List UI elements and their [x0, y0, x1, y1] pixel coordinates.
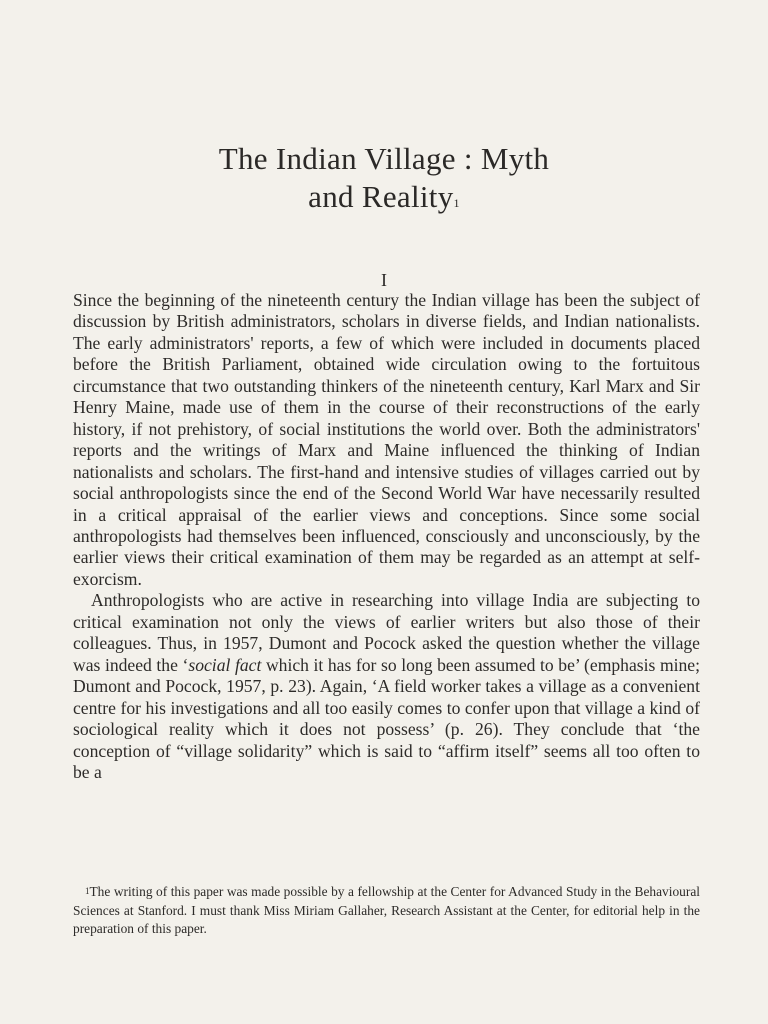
footnote-paragraph [73, 883, 700, 939]
paragraph-2-part-2: which it has for so long been assumed to be’ (emphasis mine; Dumont and Pocock, 1957, p. 23). Again, ‘A field worker takes a village as a convenient centre for his investigations and all too easily comes to confer upon that village a kind of sociological reality which it does not possess’ (p. 26). They conclude that ‘the conception of “village solidarity” which is said to “affirm itself” seems all too often to be a [73, 654, 701, 782]
title-footnote-mark: 1 [453, 196, 460, 210]
footnote-text: The writing of this paper was made possible by a fellowship at the Center for Advanced Study in the Behavioural Sciences at Stanford. I must thank Miss Miriam Gallaher, Research Assistant at the Center, for editorial help in the preparation of this paper. [73, 884, 700, 936]
paragraph-2 [73, 590, 700, 783]
paragraph-2-emphasis: social fact [188, 654, 262, 675]
page-title [0, 140, 768, 216]
body-text [73, 290, 700, 783]
section-number: I [381, 270, 387, 290]
paragraph-1: Since the beginning of the nineteenth century the Indian village has been the subject of discussion by British administrators, scholars in diverse fields, and Indian nationalists. The early administrators' reports, a few of which were included in documents placed before the British Parliament, obtained wide circulation owing to the fortuitous circumstance that two outstanding thinkers of the nineteenth century, Karl Marx and Sir Henry Maine, made use of them in the course of their reconstructions of the early history, if not prehistory, of social institutions the world over. Both the administrators' reports and the writings of Marx and Maine influenced the thinking of Indian nationalists and scholars. The first-hand and intensive studies of villages carried out by social anthropologists since the end of the Second World War have necessarily resulted in a critical appraisal of the earlier views and conceptions. Since some social anthropologists had themselves been influenced, consciously and unconsciously, by the earlier views their critical examination of them may be regarded as an attempt at self-exorcism. [73, 290, 700, 589]
title-line-2-text: and Reality [308, 179, 454, 214]
footnote [73, 883, 700, 939]
paragraph-2-part-1: Anthropologists who are active in researching into village India are subjecting to critical examination not only the views of earlier writers but also those of their colleagues. Thus, in 1957, Dumont and Pocock asked the question whether the village was indeed the ‘ [73, 590, 700, 675]
title-line-1: The Indian Village : Myth [218, 141, 550, 176]
title-line-2 [0, 178, 768, 216]
footnote-mark: 1 [85, 886, 90, 896]
